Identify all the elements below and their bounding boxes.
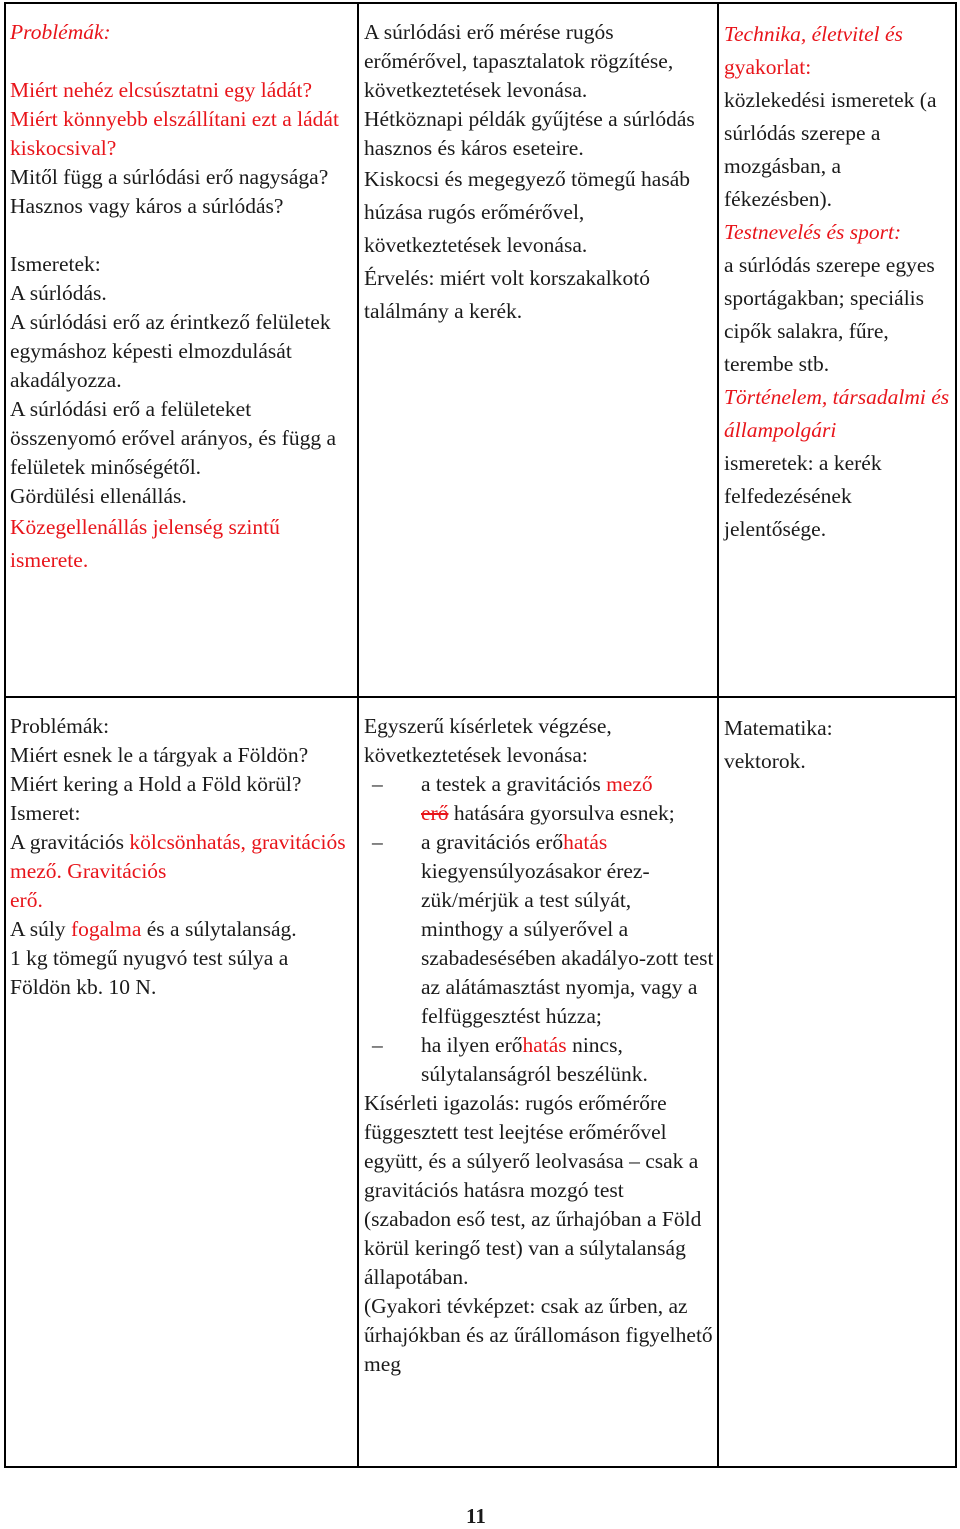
- curriculum-table: [4, 2, 957, 1468]
- subject-heading: Technika, életvitel és: [724, 22, 903, 46]
- row2-activities-cell: [364, 712, 714, 1379]
- subject-text: vektorok.: [724, 749, 806, 773]
- problem-question: Hasznos vagy káros a súrlódás?: [10, 194, 284, 218]
- list-text: a testek a gravitációs: [421, 772, 607, 796]
- knowledge-text: kölcsönhatás, gravitációs mező. Gravitációs: [10, 830, 346, 883]
- activity-text: Érvelés: miért volt korszakalkotó találmány a kerék.: [364, 266, 650, 323]
- table-border-left: [4, 2, 6, 1468]
- knowledge-text: A gravitációs: [10, 830, 130, 854]
- subject-text: a súrlódás szerepe egyes sportágakban; speciális cipők salakra, fűre, terembe stb.: [724, 253, 935, 376]
- row2-connections-cell: [724, 712, 952, 778]
- problem-question: Mitől függ a súrlódási erő nagysága?: [10, 165, 329, 189]
- activity-text: A súrlódási erő mérése rugós erőmérővel, tapasztalatok rögzítése, következtetések levonása.: [364, 20, 674, 102]
- activity-text: Kiskocsi és megegyező tömegű hasáb húzása rugós erőmérővel, következtetések levonása.: [364, 167, 690, 257]
- list-text: hatás: [522, 1033, 567, 1057]
- activity-text: Kísérleti igazolás: rugós erőmérőre függesztett test leejtése erőmérővel együtt, és a súlyerő leolvasása – csak a gravitációs hatásra mozgó test (szabadon eső test, az űrhajóban a Föld körül keringő test) van a súlytalanság állapotában.: [364, 1091, 702, 1289]
- subject-heading: Testnevelés és sport:: [724, 220, 902, 244]
- list-text: mező: [606, 772, 653, 796]
- list-item: [364, 828, 714, 1031]
- knowledge-heading: Ismeretek:: [10, 252, 101, 276]
- subject-heading: Történelem, társadalmi és állampolgári: [724, 385, 950, 442]
- knowledge-text: és a súlytalanság.: [141, 917, 297, 941]
- list-text: a gravitációs erő: [421, 830, 564, 854]
- list-item: [364, 770, 714, 828]
- subject-heading: Matematika:: [724, 716, 833, 740]
- knowledge-item: [10, 915, 354, 944]
- row1-activities-cell: [364, 18, 714, 328]
- row1-problems-cell: [10, 18, 350, 577]
- list-text: kiegyensúlyozásakor érez-zük/mérjük a test súlyát, minthogy a súlyerővel a szabadesésében akadályo-zott test az alátámasztást nyomja, vagy a felfüggesztést húzza;: [421, 859, 714, 1028]
- list-text: nincs, súlytalanságról beszélünk.: [421, 1033, 648, 1086]
- knowledge-item: A súrlódás.: [10, 281, 107, 305]
- table-border-top: [4, 2, 957, 4]
- problems-heading: Problémák:: [10, 20, 111, 44]
- activity-text: Egyszerű kísérletek végzése, következtetések levonása:: [364, 714, 612, 767]
- row2-problems-cell: [10, 712, 354, 1002]
- page-number: 11: [466, 1504, 486, 1528]
- column-divider-1: [357, 2, 359, 1468]
- row-divider: [4, 696, 957, 698]
- list-text: ha ilyen erő: [421, 1033, 523, 1057]
- subject-text: ismeretek: a kerék felfedezésének jelentősége.: [724, 451, 882, 541]
- knowledge-item: Közegellenállás jelenség szintű ismerete.: [10, 515, 280, 572]
- knowledge-item: [10, 828, 354, 915]
- struck-text: erő: [421, 801, 449, 825]
- subject-heading: gyakorlat:: [724, 55, 812, 79]
- table-border-bottom: [4, 1466, 957, 1468]
- subject-text: közlekedési ismeretek (a súrlódás szerepe a mozgásban, a fékezésben).: [724, 88, 937, 211]
- problem-question: Miért esnek le a tárgyak a Földön? Miért kering a Hold a Föld körül?: [10, 743, 309, 796]
- column-divider-2: [717, 2, 719, 1468]
- list-item: [364, 1031, 714, 1089]
- knowledge-text: fogalma: [70, 917, 142, 941]
- knowledge-item: 1 kg tömegű nyugvó test súlya a Földön kb. 10 N.: [10, 946, 289, 999]
- knowledge-item: Gördülési ellenállás.: [10, 484, 187, 508]
- row1-connections-cell: [724, 18, 952, 546]
- activity-text: (Gyakori tévképzet: csak az űrben, az űrhajókban és az űrállomáson figyelhető meg: [364, 1294, 713, 1376]
- table-border-right: [955, 2, 957, 1468]
- activity-text: Hétköznapi példák gyűjtése a súrlódás hasznos és káros eseteire.: [364, 107, 695, 160]
- experiment-list: [364, 770, 714, 1089]
- problem-question: Miért nehéz elcsúsztatni egy ládát?: [10, 78, 313, 102]
- list-text: hatására gyorsulva esnek;: [448, 801, 675, 825]
- list-text: hatás: [563, 830, 608, 854]
- problem-question: Miért könnyebb elszállítani ezt a ládát kiskocsival?: [10, 107, 339, 160]
- knowledge-text: A súly: [10, 917, 71, 941]
- knowledge-item: A súrlódási erő a felületeket összenyomó erővel arányos, és függ a felületek minőségétől.: [10, 397, 336, 479]
- knowledge-item: A súrlódási erő az érintkező felületek egymáshoz képesti elmozdulását akadályozza.: [10, 310, 331, 392]
- knowledge-text: erő.: [10, 888, 43, 912]
- problems-heading: Problémák:: [10, 714, 110, 738]
- knowledge-heading: Ismeret:: [10, 801, 81, 825]
